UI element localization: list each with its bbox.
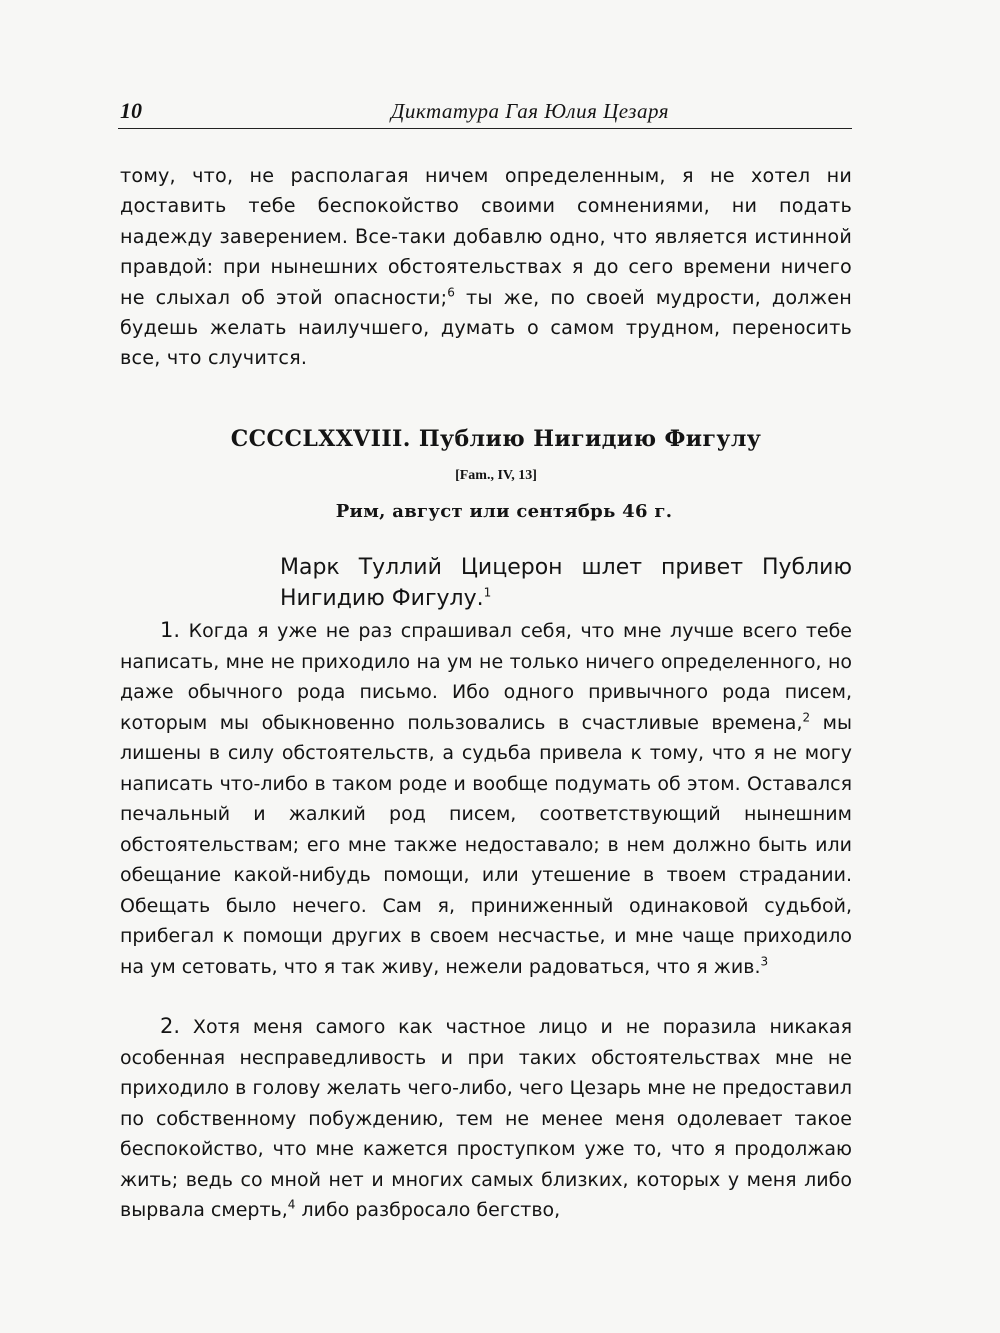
letter-place-date: Рим, август или сентябрь 46 г.	[335, 501, 673, 522]
opening-text: тому, что, не располагая ничем определенным, я не хотел ни доставить тебе беспокойство своими сомнениями, ни подать надежду заверением. Все-таки добавлю одно, что является истинной правдой: при нынешних обстоятельствах я до сего времени ничего не слыхал об этой опасности;	[120, 164, 852, 309]
paragraph-number: 2.	[160, 1014, 181, 1038]
letter-heading: CCCCLXXVIII. Публию Нигидию Фигулу	[230, 426, 762, 452]
opening-paragraph	[120, 161, 852, 374]
letter-greeting	[280, 552, 852, 614]
page-number: 10	[120, 98, 142, 123]
opening-text-continued: ты же, по своей мудрости, должен будешь желать наилучшего, думать о самом трудном, переносить все, что случится.	[120, 285, 852, 370]
footnote-ref: 2	[802, 710, 811, 725]
footnote-ref: 1	[483, 585, 492, 600]
greeting-text: Марк Туллий Цицерон шлет привет Публию Нигидию Фигулу.	[280, 555, 852, 611]
footnote-ref: 6	[447, 285, 456, 300]
footnote-ref: 4	[287, 1197, 296, 1212]
running-title: Диктатура Гая Юлия Цезаря	[391, 99, 669, 123]
paragraph-text: Когда я уже не раз спрашивал себя, что мне лучше всего тебе написать, мне не приходило на ум не только ничего определенного, но даже обычного рода письмо. Ибо одного привычного рода писем, которым мы обыкновенно пользовались в счастливые времена,	[120, 620, 852, 734]
paragraph-text-continued: либо разбросало бегство,	[295, 1199, 561, 1221]
running-head	[118, 98, 852, 129]
paragraph-number: 1.	[160, 618, 181, 642]
paragraph-text-continued: мы лишены в силу обстоятельств, а судьба привела к тому, что я не могу написать что-либо в таком роде и вообще подумать об этом. Оставался печальный и жалкий род писем, соответствующий нынешним обстоятельствам; его мне также недоставало; в нем должно быть или обещание какой-нибудь помощи, или утешение в твоем страдании. Обещать было нечего. Сам я, приниженный одинаковой судьбой, прибегал к помощи других в своем несчастье, и мне чаще приходило на ум сетовать, что я так живу, нежели радоваться, что я жив.	[120, 711, 853, 978]
footnote-ref: 3	[760, 954, 769, 969]
letter-paragraph-1	[120, 615, 852, 982]
paragraph-text: Хотя меня самого как частное лицо и не поразила никакая особенная несправедливость и при таких обстоятельствах мне не приходило в голову желать чего-либо, чего Цезарь мне не предоставил по собственному побуждению, тем не менее меня одолевает такое беспокойство, что мне кажется проступком уже то, что я продолжаю жить; ведь со мной нет и многих самых близких, которых у меня либо вырвала смерть,	[120, 1016, 852, 1221]
letter-source: [Fam., IV, 13]	[455, 468, 537, 483]
letter-paragraph-2	[120, 1011, 852, 1226]
